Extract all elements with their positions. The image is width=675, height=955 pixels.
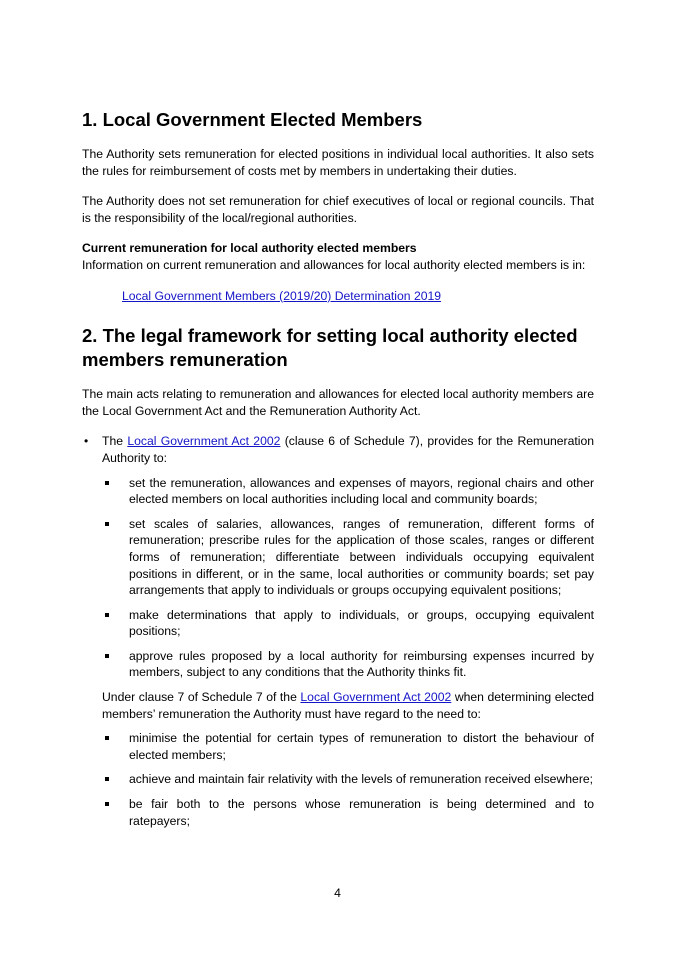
square-bullet-icon (105, 777, 109, 781)
bullet-icon: • (84, 434, 89, 449)
list-item (102, 516, 594, 599)
list-item-text: make determinations that apply to individuals, or groups, occupying equivalent positions; (129, 607, 594, 639)
list-item (82, 433, 594, 829)
section-2-intro: The main acts relating to remuneration and allowances for elected local authority members are the Local Government Act and the Remuneration Authority Act. (82, 387, 594, 418)
list-item (102, 730, 594, 763)
square-bullet-icon (105, 522, 109, 526)
section-1-paragraph-2: The Authority does not set remuneration for chief executives of local or regional councils. That is the responsibility of the local/regional authorities. (82, 194, 594, 225)
square-bullet-icon (105, 481, 109, 485)
list-item-text: set scales of salaries, allowances, ranges of remuneration, different forms of remuneration; prescribe rules for the application of those scales, ranges or different forms of remuneration; differentiate between individuals occupying equivalent positions in different, or in the same, local authorities or community boards; set pay arrangements that apply to individuals or groups occupying equivalent positions; (129, 516, 594, 598)
schedule-7-paragraph (102, 689, 594, 722)
under-prefix: Under clause 7 of Schedule 7 of the (102, 690, 297, 705)
section-1-paragraph-3: Information on current remuneration and allowances for local authority elected members is in: (82, 257, 586, 272)
bullet-prefix: The (102, 434, 124, 449)
list-item (102, 796, 594, 829)
local-government-act-link-2[interactable]: Local Government Act 2002 (300, 690, 452, 705)
page-content (82, 108, 594, 837)
list-item (102, 607, 594, 640)
square-bullet-icon (105, 654, 109, 658)
authority-powers-list (102, 475, 594, 682)
square-bullet-icon (105, 736, 109, 740)
list-item-text: be fair both to the persons whose remuneration is being determined and to ratepayers; (129, 797, 594, 828)
list-item-text: approve rules proposed by a local authority for reimbursing expenses incurred by members, subject to any conditions that the Authority thinks fit. (129, 648, 594, 680)
list-item (102, 475, 594, 508)
square-bullet-icon (105, 613, 109, 617)
current-remuneration-subheading: Current remuneration for local authority elected members (82, 241, 417, 256)
under-suffix: when determining elected members’ remuneration the Authority must have regard to the need to: (102, 690, 595, 721)
list-item-text: achieve and maintain fair relativity with the levels of remuneration received elsewhere; (129, 772, 594, 787)
section-1-paragraph-1: The Authority sets remuneration for elected positions in individual local authorities. It also sets the rules for reimbursement of costs met by members in undertaking their duties. (82, 147, 594, 178)
list-item (102, 648, 594, 681)
determination-link[interactable]: Local Government Members (2019/20) Determination 2019 (122, 288, 442, 303)
local-government-act-link[interactable]: Local Government Act 2002 (127, 434, 281, 449)
legal-framework-list (82, 433, 594, 829)
square-bullet-icon (105, 802, 109, 806)
determination-link-row (122, 288, 594, 305)
list-item-text: set the remuneration, allowances and expenses of mayors, regional chairs and other elected members on local authorities including local and community boards; (129, 475, 594, 507)
page-number: 4 (334, 886, 341, 900)
bullet-suffix: (clause 6 of Schedule 7), provides for the Remuneration Authority to: (102, 434, 595, 465)
list-item (102, 771, 594, 788)
section-1-heading: 1. Local Government Elected Members (82, 109, 423, 130)
regard-list (102, 730, 594, 829)
list-item-text: minimise the potential for certain types of remuneration to distort the behaviour of elected members; (129, 731, 594, 762)
section-2-heading: 2. The legal framework for setting local authority elected members remuneration (82, 325, 578, 371)
